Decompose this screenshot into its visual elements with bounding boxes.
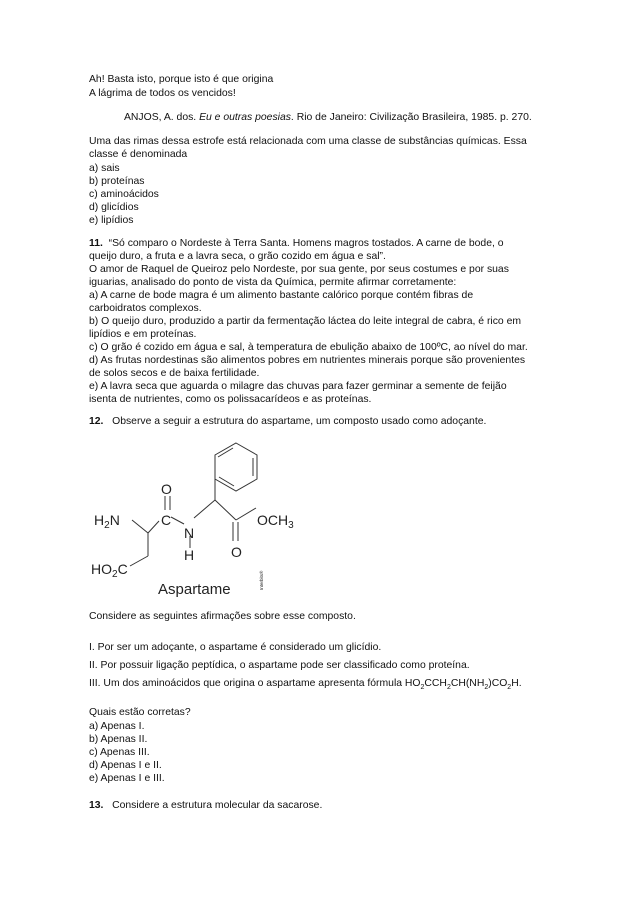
- q11-option-a: a) A carne de bode magra é um alimento bastante calórico porque contém fibras de: [89, 290, 474, 301]
- q10-stem-2: classe é denominada: [89, 149, 188, 160]
- q10-option-a: a) sais: [89, 163, 120, 174]
- q11-line-2: queijo duro, a fruta e a lavra seca, o grão cozido em água e sal”.: [89, 251, 386, 262]
- benzene-ring: [215, 443, 257, 491]
- q11-line-3: O amor de Raquel de Queiroz pelo Nordeste, por sua gente, por seus costumes e por suas: [89, 264, 509, 275]
- q12-statement-3: III. Um dos aminoácidos que origina o aspartame apresenta fórmula $HO_2CCH_2CH(NH_2)CO_2H$.: [89, 678, 522, 692]
- q12-stem-text: Observe a seguir a estrutura do aspartame, um composto usado como adoçante.: [112, 416, 487, 427]
- citation-title: Eu e outras poesias: [199, 112, 291, 123]
- q11-quote: “Só comparo o Nordeste à Terra Santa. Homens magros tostados. A carne de bode, o: [108, 238, 504, 249]
- asp-cooh-bond: [130, 556, 148, 566]
- h2n-label: $H_2N$: [94, 512, 120, 531]
- citation-author: ANJOS, A. dos.: [124, 112, 197, 123]
- poem-line-2: A lágrima de todos os vencidos!: [89, 88, 236, 99]
- q11-line-4: iguarias, analisado do ponto de vista da Química, permite afirmar corretamente:: [89, 277, 457, 288]
- aspartame-structure: [86, 438, 294, 598]
- poem-citation: [124, 112, 532, 124]
- q11-option-b: b) O queijo duro, produzido a partir da fermentação láctea do leite integral de cabra, é rico em: [89, 316, 522, 327]
- q10-stem-1: Uma das rimas dessa estrofe está relacionada com uma classe de substâncias químicas. Essa: [89, 136, 527, 147]
- ester-o-bond: [236, 508, 256, 520]
- q12-option-b: b) Apenas II.: [89, 734, 148, 745]
- ho2c-label: $HO_2C$: [91, 561, 128, 580]
- q11-option-b-cont: lipídios e em proteínas.: [89, 329, 197, 340]
- och3-label: $OCH_3$: [257, 512, 294, 531]
- q12-option-d: d) Apenas I e II.: [89, 760, 162, 771]
- q11-option-e: e) A lavra seca que aguarda o milagre das chuvas para fazer germinar a semente de feijão: [89, 381, 507, 392]
- oxygen-bottom-label: O: [231, 544, 242, 560]
- q12-option-c: c) Apenas III.: [89, 747, 150, 758]
- q10-option-b: b) proteínas: [89, 176, 145, 187]
- ch2-alpha-bond: [215, 500, 236, 520]
- q12-statement-2: II. Por possuir ligação peptídica, o aspartame pode ser classificado como proteína.: [89, 660, 470, 671]
- q11-line-1: [89, 238, 504, 250]
- benzene-double-bond-3: [219, 477, 234, 486]
- q11-option-e-cont: isenta de nutrientes, como os polissacarídeos e as proteínas.: [89, 394, 372, 405]
- poem-line-1: Ah! Basta isto, porque isto é que origina: [89, 74, 274, 85]
- q11-option-d: d) As frutas nordestinas são alimentos pobres em nutrientes minerais porque são provenientes: [89, 355, 526, 366]
- amide-bond: [171, 517, 184, 524]
- q11-option-a-cont: carboidratos complexos.: [89, 303, 202, 314]
- q11-option-d-cont: de solos secos e de baixa fertilidade.: [89, 368, 260, 379]
- q13-stem: [89, 800, 322, 812]
- q12-question: Quais estão corretas?: [89, 707, 191, 718]
- alpha-c-bond: [148, 521, 159, 533]
- q12-option-e: e) Apenas I e III.: [89, 773, 165, 784]
- citation-rest: . Rio de Janeiro: Civilização Brasileira, 1985. p. 270.: [290, 112, 532, 123]
- q11-option-c: c) O grão é cozido em água e sal, à temperatura de ebulição abaixo de 100ºC, ao nível do mar.: [89, 342, 528, 353]
- q12-stem: [89, 416, 486, 428]
- q12-statement-1: I. Por ser um adoçante, o aspartame é considerado um glicídio.: [89, 642, 382, 653]
- q13-number: 13.: [89, 800, 104, 811]
- nh2-alpha-bond: [132, 520, 148, 533]
- image-credit: Interbits®: [259, 570, 264, 590]
- q10-option-e: e) lipídios: [89, 215, 134, 226]
- q10-option-c: c) aminoácidos: [89, 189, 159, 200]
- oxygen-top-label: O: [161, 481, 172, 497]
- structure-caption: Aspartame: [158, 581, 231, 598]
- nitrogen-label: N: [184, 525, 195, 541]
- q12-number: 12.: [89, 416, 104, 427]
- q12-consider: Considere as seguintes afirmações sobre esse composto.: [89, 611, 356, 622]
- hydrogen-label: H: [184, 547, 195, 563]
- q13-stem-text: Considere a estrutura molecular da sacarose.: [112, 800, 323, 811]
- carbon-label: C: [161, 512, 172, 528]
- q10-option-d: d) glicídios: [89, 202, 139, 213]
- q12-option-a: a) Apenas I.: [89, 721, 145, 732]
- alpha-n-bond: [194, 500, 215, 518]
- q11-number: 11.: [89, 238, 103, 249]
